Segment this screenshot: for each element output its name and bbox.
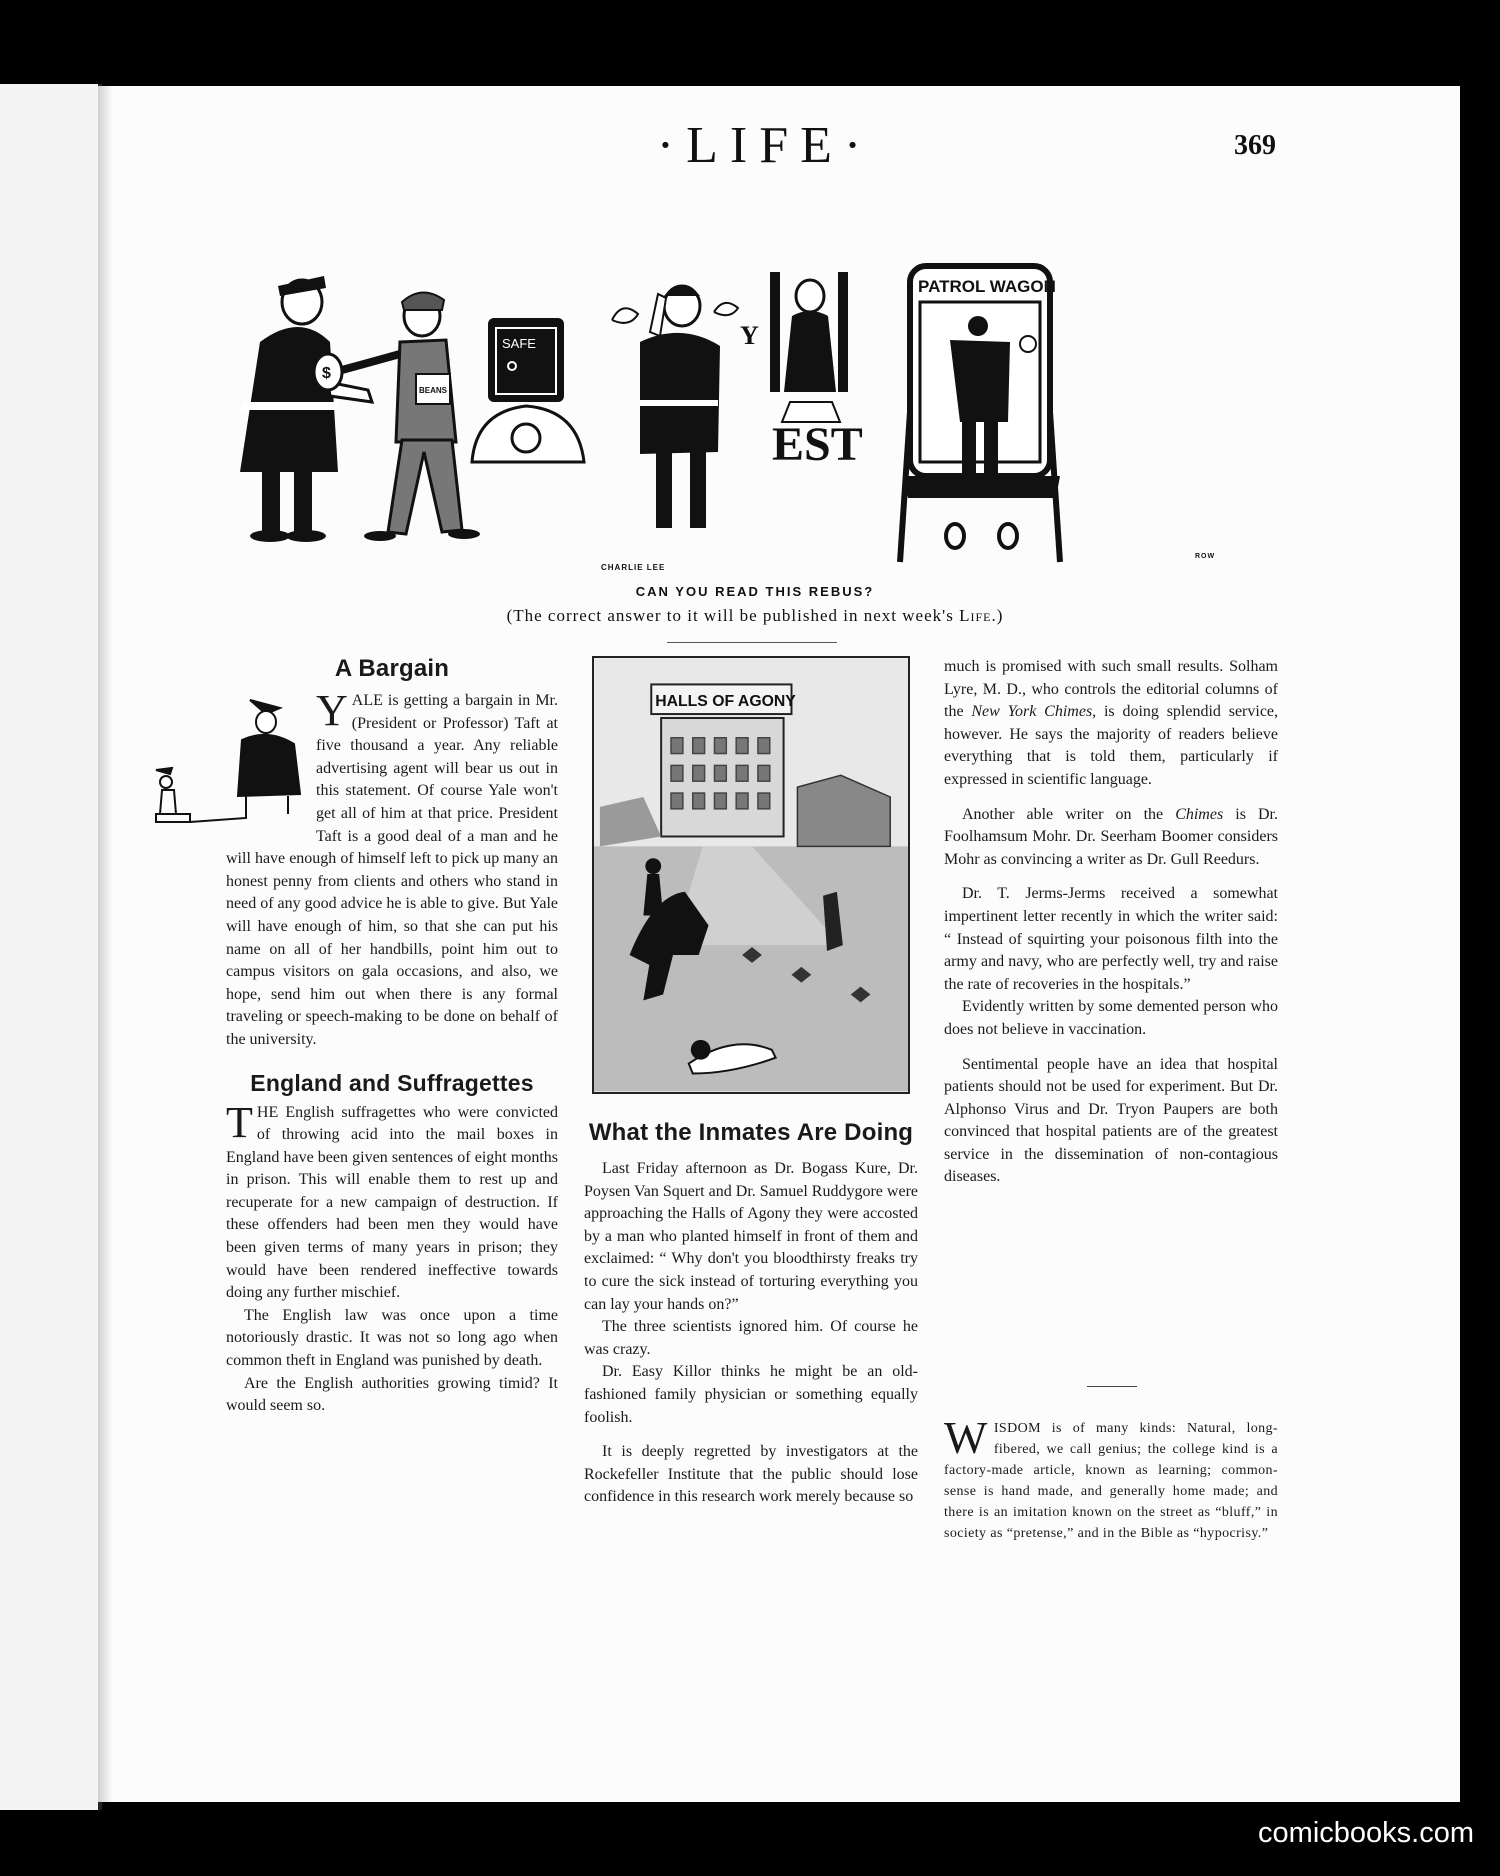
article-title-suffragettes: England and Suffragettes <box>250 1069 534 1096</box>
col3-para-4: Evidently written by some demented person who does not believe in vaccination. <box>944 998 1278 1038</box>
divider-rule <box>667 642 837 643</box>
suffragettes-para-3: Are the English authorities growing timid? It would seem so. <box>226 1374 558 1415</box>
inmates-para-2: The three scientists ignored him. Of course he was crazy. <box>584 1318 918 1358</box>
article-title-bargain: A Bargain <box>334 655 450 682</box>
inmates-para-4: It is deeply regretted by investigators at the Rockefeller Institute that the public should lose confidence in this research work merely because so <box>584 1443 918 1506</box>
policeman-figure <box>240 276 372 542</box>
cartoon-signature: ROW <box>1195 553 1216 560</box>
safe-figure <box>472 318 584 462</box>
masthead: ·LIFE· <box>656 117 874 174</box>
page-gutter-shadow <box>98 86 112 1802</box>
inmates-para-3: Dr. Easy Killor thinks he might be an old-fashioned family physician or something equally foolish. <box>584 1363 918 1426</box>
bargain-body: YALE is getting a bargain in Mr. (President or Professor) Taft at five thousand a year. Any reliable advertising agent will bear us out in this statement. Of course Yale won't get all of him at that price. President Taft is a good deal of a man and he will have enough of himself left to pick up many an honest penny from clients and others who stand in need of any good advice he is able to give. But Yale will have enough of him, so that she can put his name on all of her handbills, point him out to campus visitors on gala occasions, and also, we hope, send him out when there is any formal traveling or speech-making to be done on behalf of the university. <box>226 686 558 1048</box>
page-number: 369 <box>1234 130 1276 161</box>
patrol-wagon-figure <box>900 266 1060 562</box>
burglar-figure <box>314 292 480 541</box>
inmates-para-1: Last Friday afternoon as Dr. Bogass Kure, Dr. Poysen Van Squert and Dr. Samuel Ruddygore were approaching the Halls of Agony they were accosted by a man who planted himself in front of them and exclaimed: “ Why don't you bloodthirsty freaks try to cure the sick instead of torturing everything you can lay your hands on?” <box>584 1160 918 1313</box>
rebus-question: CAN YOU READ THIS REBUS? <box>635 584 875 599</box>
svg-text:EST: EST <box>772 418 863 471</box>
col3-para-3: Dr. T. Jerms-Jerms received a somewhat impertinent letter recently in which the writer said: “ Instead of squirting your poisonous filth into the army and navy, who are perfectly well, try and raise the rate of recoveries in the hospitals.” <box>944 885 1278 993</box>
cartoon-credit: CHARLIE LEE <box>601 563 666 572</box>
rebus-cartoon <box>220 262 1280 574</box>
facing-page-edge <box>0 84 102 1810</box>
suffragettes-para-2: The English law was once upon a time notoriously drastic. It was not so long ago when common theft in England was punished by death. <box>226 1306 558 1370</box>
col3-para-2: Another able writer on the Chimes is Dr. Foolhamsum Mohr. Dr. Seerham Boomer considers Mohr as convincing a writer as Dr. Gull Reedurs. <box>944 805 1279 868</box>
svg-text:SAFE: SAFE <box>502 336 536 351</box>
column-left <box>226 654 558 1418</box>
halls-of-agony-illustration <box>592 656 910 1094</box>
svg-text:HALLS OF AGONY: HALLS OF AGONY <box>655 693 796 711</box>
svg-text:PATROL WAGON: PATROL WAGON <box>918 277 1056 296</box>
column-middle <box>584 1118 918 1509</box>
woman-on-chair-figure <box>770 272 863 471</box>
rebus-note: (The correct answer to it will be published in next week's Life.) <box>506 606 1004 625</box>
col3-para-5: Sentimental people have an idea that hospital patients should not be used for experiment. But Dr. Alphonso Virus and Dr. Tryon Paupers are both convinced that hospital patients are of the greatest service in the dissemination of non-contagious diseases. <box>944 1055 1278 1186</box>
article-title-inmates: What the Inmates Are Doing <box>588 1119 914 1146</box>
watermark: comicbooks.com <box>1258 1817 1474 1849</box>
divider-rule-small <box>1087 1386 1137 1387</box>
svg-text:Y: Y <box>740 321 759 350</box>
suffragettes-para-1: THE English suffragettes who were convicted of throwing acid into the mail boxes in England have been given sentences of eight months in prison. This will enable them to rest up and recuperate for a new campaign of destruction. If these offenders had been men they would have been given terms of many years in prison; they would have been rendered ineffective towards doing any further mischief. <box>226 1097 558 1302</box>
policeman-figure-2 <box>612 285 720 528</box>
svg-text:$: $ <box>322 365 331 382</box>
wisdom-paragraph: WISDOM is of many kinds: Natural, long-fibered, we call genius; the college kind is a factory-made article, known as learning; common-sense is hand made, and generally home made; and there is an imitation known on the street as “bluff,” in society as “pretense,” and in the Bible as “hypocrisy.” <box>944 1412 1278 1541</box>
column-right <box>944 656 1278 1189</box>
svg-text:BEANS: BEANS <box>419 386 448 395</box>
col3-para-1: much is promised with such small results. Solham Lyre, M. D., who controls the editorial columns of the New York Chimes, is doing splendid service, however. He says the majority of readers believe everything that is told them, particularly if expressed in scientific language. <box>944 658 1279 788</box>
graduate-cartoon <box>150 694 310 834</box>
